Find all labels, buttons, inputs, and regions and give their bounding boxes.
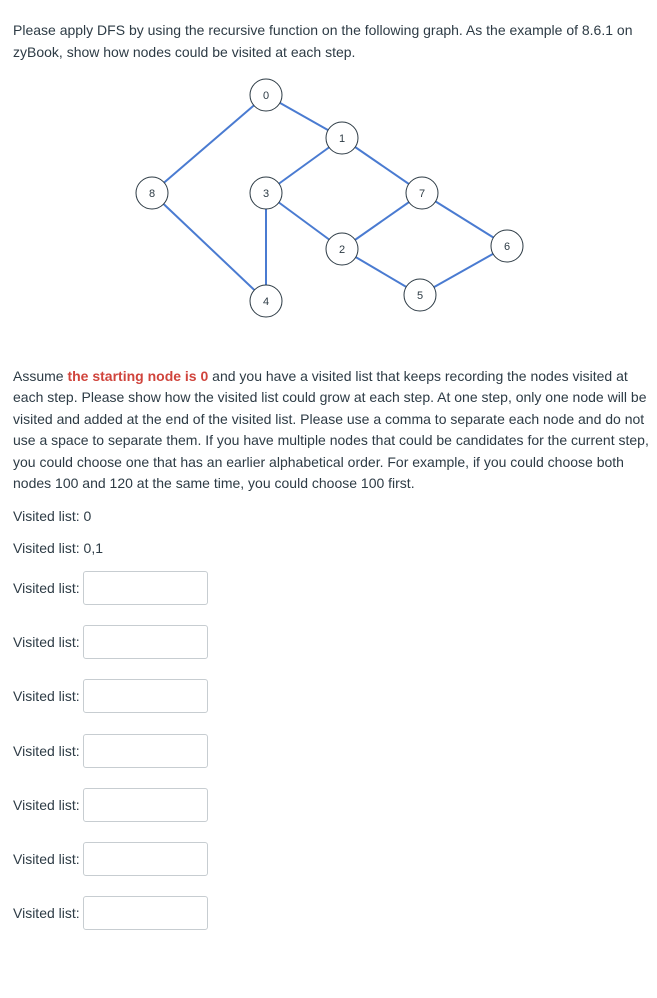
visited-list-input-8[interactable]: [83, 842, 208, 876]
visited-list-label: Visited list:: [13, 797, 80, 813]
starting-node-highlight: the starting node is 0: [67, 368, 209, 384]
graph-node-3-label: 3: [262, 188, 270, 200]
graph-node-6-label: 6: [503, 241, 511, 253]
visited-list-row-4: [13, 625, 208, 659]
graph-node-4-label: 4: [262, 296, 270, 308]
visited-list-label: Visited list:: [13, 634, 80, 650]
edge-8-4: [152, 193, 266, 301]
visited-list-step-2: Visited list: 0,1: [13, 540, 104, 556]
visited-list-label: Visited list:: [13, 688, 80, 704]
visited-list-label: Visited list:: [13, 580, 80, 596]
visited-list-input-4[interactable]: [83, 625, 208, 659]
visited-list-input-3[interactable]: [83, 571, 208, 605]
graph-node-7-label: 7: [418, 188, 426, 200]
instructions-paragraph: [13, 366, 649, 494]
graph-node-8: [136, 177, 168, 209]
visited-list-input-5[interactable]: [83, 679, 208, 713]
edge-0-8: [152, 95, 266, 193]
graph-node-5: [404, 279, 436, 311]
visited-list-input-7[interactable]: [83, 788, 208, 822]
visited-list-input-6[interactable]: [83, 734, 208, 768]
visited-list-label: Visited list:: [13, 905, 80, 921]
graph-node-6: [491, 230, 523, 262]
visited-list-row-6: [13, 734, 208, 768]
graph-node-5-label: 5: [416, 290, 424, 302]
visited-list-step-1: Visited list: 0: [13, 508, 92, 524]
graph-node-8-label: 8: [148, 188, 156, 200]
visited-list-label: Visited list:: [13, 851, 80, 867]
question-intro: Please apply DFS by using the recursive function on the following graph. As the example of 8.6.1 on zyBook, show how nodes could be visited at each step.: [13, 22, 633, 60]
graph-node-2: [326, 233, 358, 265]
instructions-text-rest: and you have a visited list that keeps recording the nodes visited at each step. Please show how the visited list could grow at each step. At one step, only one node will be visited and added at the end of the visited list. Please use a comma to separate each node and do not use a space to separate them. If you have multiple nodes that could be candidates for the current step, you could choose one that has an earlier alphabetical order. For example, if you could choose both nodes 100 and 120 at the same time, you could choose 100 first.: [13, 368, 649, 492]
graph-node-0: [250, 79, 282, 111]
graph-node-1-label: 1: [338, 133, 346, 145]
visited-list-row-8: [13, 842, 208, 876]
instructions-text-start: Assume: [13, 368, 68, 384]
visited-list-row-7: [13, 788, 208, 822]
graph-node-1: [326, 122, 358, 154]
visited-list-row-3: [13, 571, 208, 605]
visited-list-row-5: [13, 679, 208, 713]
graph-node-2-label: 2: [338, 244, 346, 256]
graph-diagram: [0, 0, 657, 330]
graph-edges: [152, 95, 507, 301]
graph-node-3: [250, 177, 282, 209]
graph-node-4: [250, 285, 282, 317]
graph-node-7: [406, 177, 438, 209]
visited-list-row-9: [13, 896, 208, 930]
graph-node-0-label: 0: [262, 90, 270, 102]
visited-list-input-9[interactable]: [83, 896, 208, 930]
visited-list-label: Visited list:: [13, 743, 80, 759]
